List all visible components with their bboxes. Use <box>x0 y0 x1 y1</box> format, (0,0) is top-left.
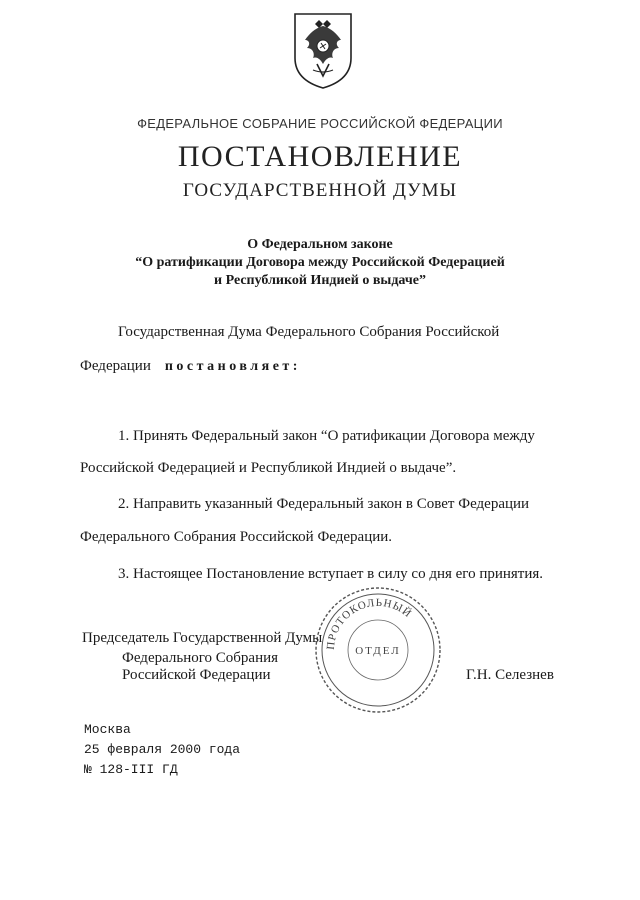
footer-date: 25 февраля 2000 года <box>84 742 241 757</box>
item-2-line-1: 2. Направить указанный Федеральный закон в Совет Федерации <box>118 496 530 512</box>
signatory-name: Г.Н. Селезнев <box>466 667 554 683</box>
signatory-title-line-3: Российской Федерации <box>122 667 271 683</box>
subject-line-2: “О ратификации Договора между Российской Федерацией <box>135 255 505 270</box>
item-1-line-1: 1. Принять Федеральный закон “О ратификации Договора между <box>118 428 535 444</box>
preamble-verb: постановляет: <box>164 359 301 374</box>
signatory-title-line-2: Федерального Собрания <box>122 650 279 666</box>
signatory-title-line-1: Председатель Государственной Думы <box>82 630 323 646</box>
federal-assembly-heading: ФЕДЕРАЛЬНОЕ СОБРАНИЕ РОССИЙСКОЙ ФЕДЕРАЦИИ <box>137 116 503 131</box>
item-2-line-2: Федерального Собрания Российской Федерации. <box>80 529 393 545</box>
stamp-center-text: ОТДЕЛ <box>355 645 401 657</box>
preamble-line-2 <box>80 358 570 375</box>
document-title: ПОСТАНОВЛЕНИЕ <box>177 140 463 173</box>
footer-number: № 128-III ГД <box>84 762 178 777</box>
stamp-arc-text: ПРОТОКОЛЬНЫЙ <box>324 596 415 651</box>
subject-block <box>100 236 540 290</box>
coat-of-arms-emblem <box>291 10 355 90</box>
document-subtitle: ГОСУДАРСТВЕННОЙ ДУМЫ <box>182 180 458 201</box>
preamble-line-1: Государственная Дума Федерального Собрания Российской <box>118 324 500 340</box>
official-stamp <box>312 584 444 716</box>
subject-line-1: О Федеральном законе <box>247 237 393 252</box>
item-1-line-2: Российской Федерацией и Республикой Индией о выдаче”. <box>80 460 457 476</box>
preamble-subject: Федерации <box>80 358 151 374</box>
item-3-line-1: 3. Настоящее Постановление вступает в силу со дня его принятия. <box>118 566 544 582</box>
footer-city: Москва <box>84 722 131 737</box>
subject-line-3: и Республикой Индией о выдаче” <box>214 273 426 288</box>
svg-text:ПРОТОКОЛЬНЫЙ <box>325 597 414 650</box>
